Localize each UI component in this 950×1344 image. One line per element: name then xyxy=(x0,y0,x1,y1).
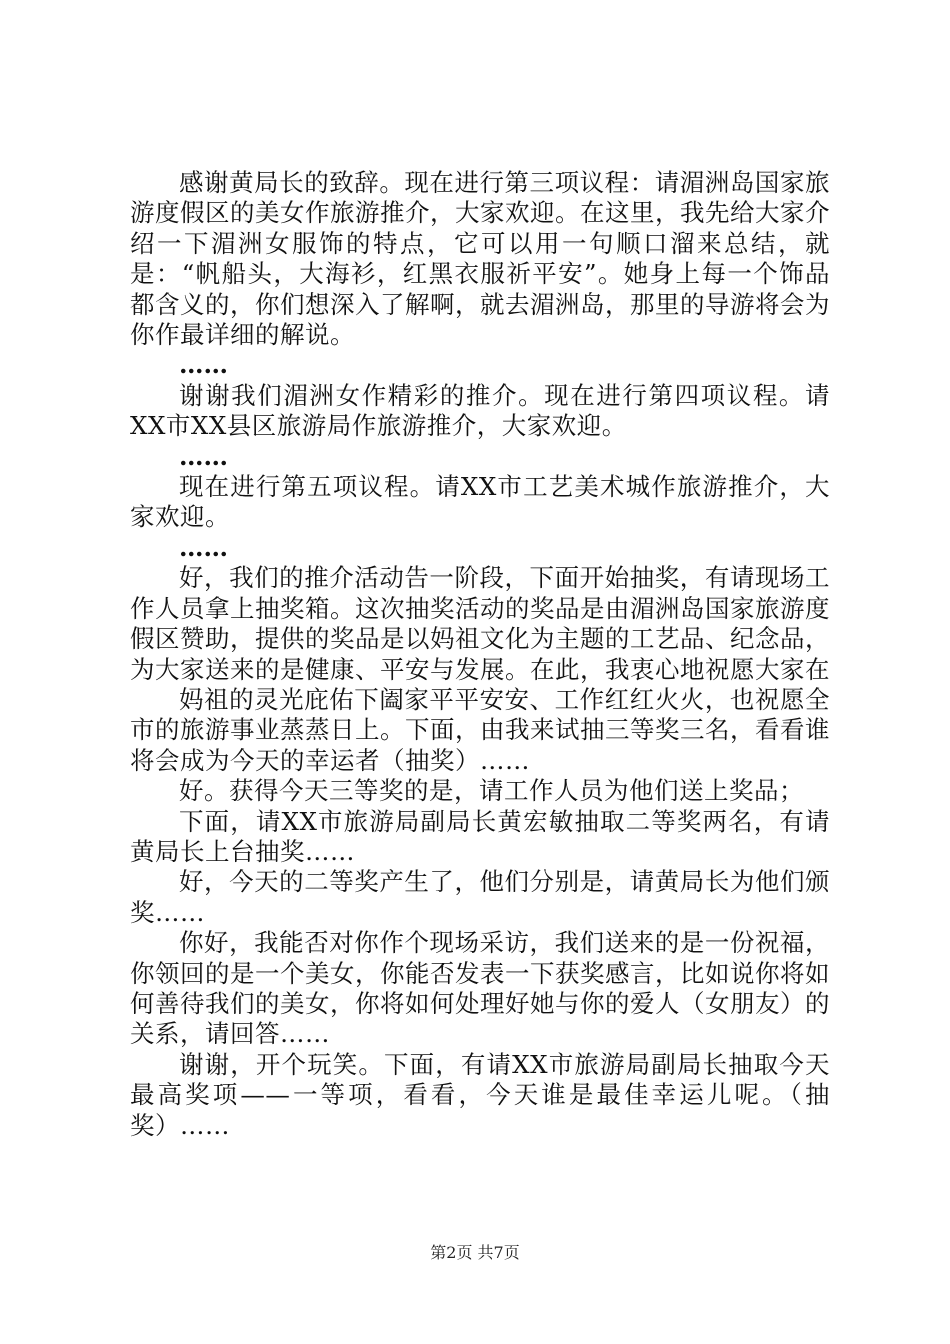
ellipsis-line: …… xyxy=(179,441,228,471)
paragraph: 感谢黄局长的致辞。现在进行第三项议程：请湄洲岛国家旅游度假区的美女作旅游推介，大家欢迎。在这里，我先给大家介绍一下湄洲女服饰的特点，它可以用一句顺口溜来总结，就是：“帆船头，大海衫，红黑衣服祈平安”。她身上每一个饰品都含义的，你们想深入了解啊，就去湄洲岛，那里的导游将会为你作最详细的解说。 xyxy=(130,168,830,350)
paragraph: 你好，我能否对你作个现场采访，我们送来的是一份祝福，你领回的是一个美女，你能否发表一下获奖感言，比如说你将如何善待我们的美女，你将如何处理好她与你的爱人（女朋友）的关系，请回答…… xyxy=(130,928,830,1049)
paragraph: 好，我们的推介活动告一阶段，下面开始抽奖，有请现场工作人员拿上抽奖箱。这次抽奖活动的奖品是由湄洲岛国家旅游度假区赞助，提供的奖品是以妈祖文化为主题的工艺品、纪念品，为大家送来的是健康、平安与发展。在此，我衷心地祝愿大家在 xyxy=(130,563,830,684)
page-number-footer: 第2页 共7页 xyxy=(430,1243,520,1262)
paragraph: 谢谢我们湄洲女作精彩的推介。现在进行第四项议程。请XX市XX县区旅游局作旅游推介，大家欢迎。 xyxy=(130,380,830,441)
document-body xyxy=(130,168,830,1141)
paragraph: 好。获得今天三等奖的是，请工作人员为他们送上奖品； xyxy=(179,776,804,806)
paragraph: 妈祖的灵光庇佑下阖家平平安安、工作红红火火，也祝愿全市的旅游事业蒸蒸日上。下面，由我来试抽三等奖三名，看看谁将会成为今天的幸运者（抽奖）…… xyxy=(130,684,830,775)
ellipsis-line: …… xyxy=(179,532,228,562)
paragraph: 下面，请XX市旅游局副局长黄宏敏抽取二等奖两名，有请黄局长上台抽奖…… xyxy=(130,806,830,866)
paragraph: 谢谢，开个玩笑。下面，有请XX市旅游局副局长抽取今天最高奖项——一等项，看看，今天谁是最佳幸运儿呢。（抽奖）…… xyxy=(130,1049,830,1140)
paragraph: 好，今天的二等奖产生了，他们分别是，请黄局长为他们颁奖…… xyxy=(130,867,830,927)
paragraph: 现在进行第五项议程。请XX市工艺美术城作旅游推介，大家欢迎。 xyxy=(130,472,830,532)
ellipsis-line: …… xyxy=(179,350,228,380)
